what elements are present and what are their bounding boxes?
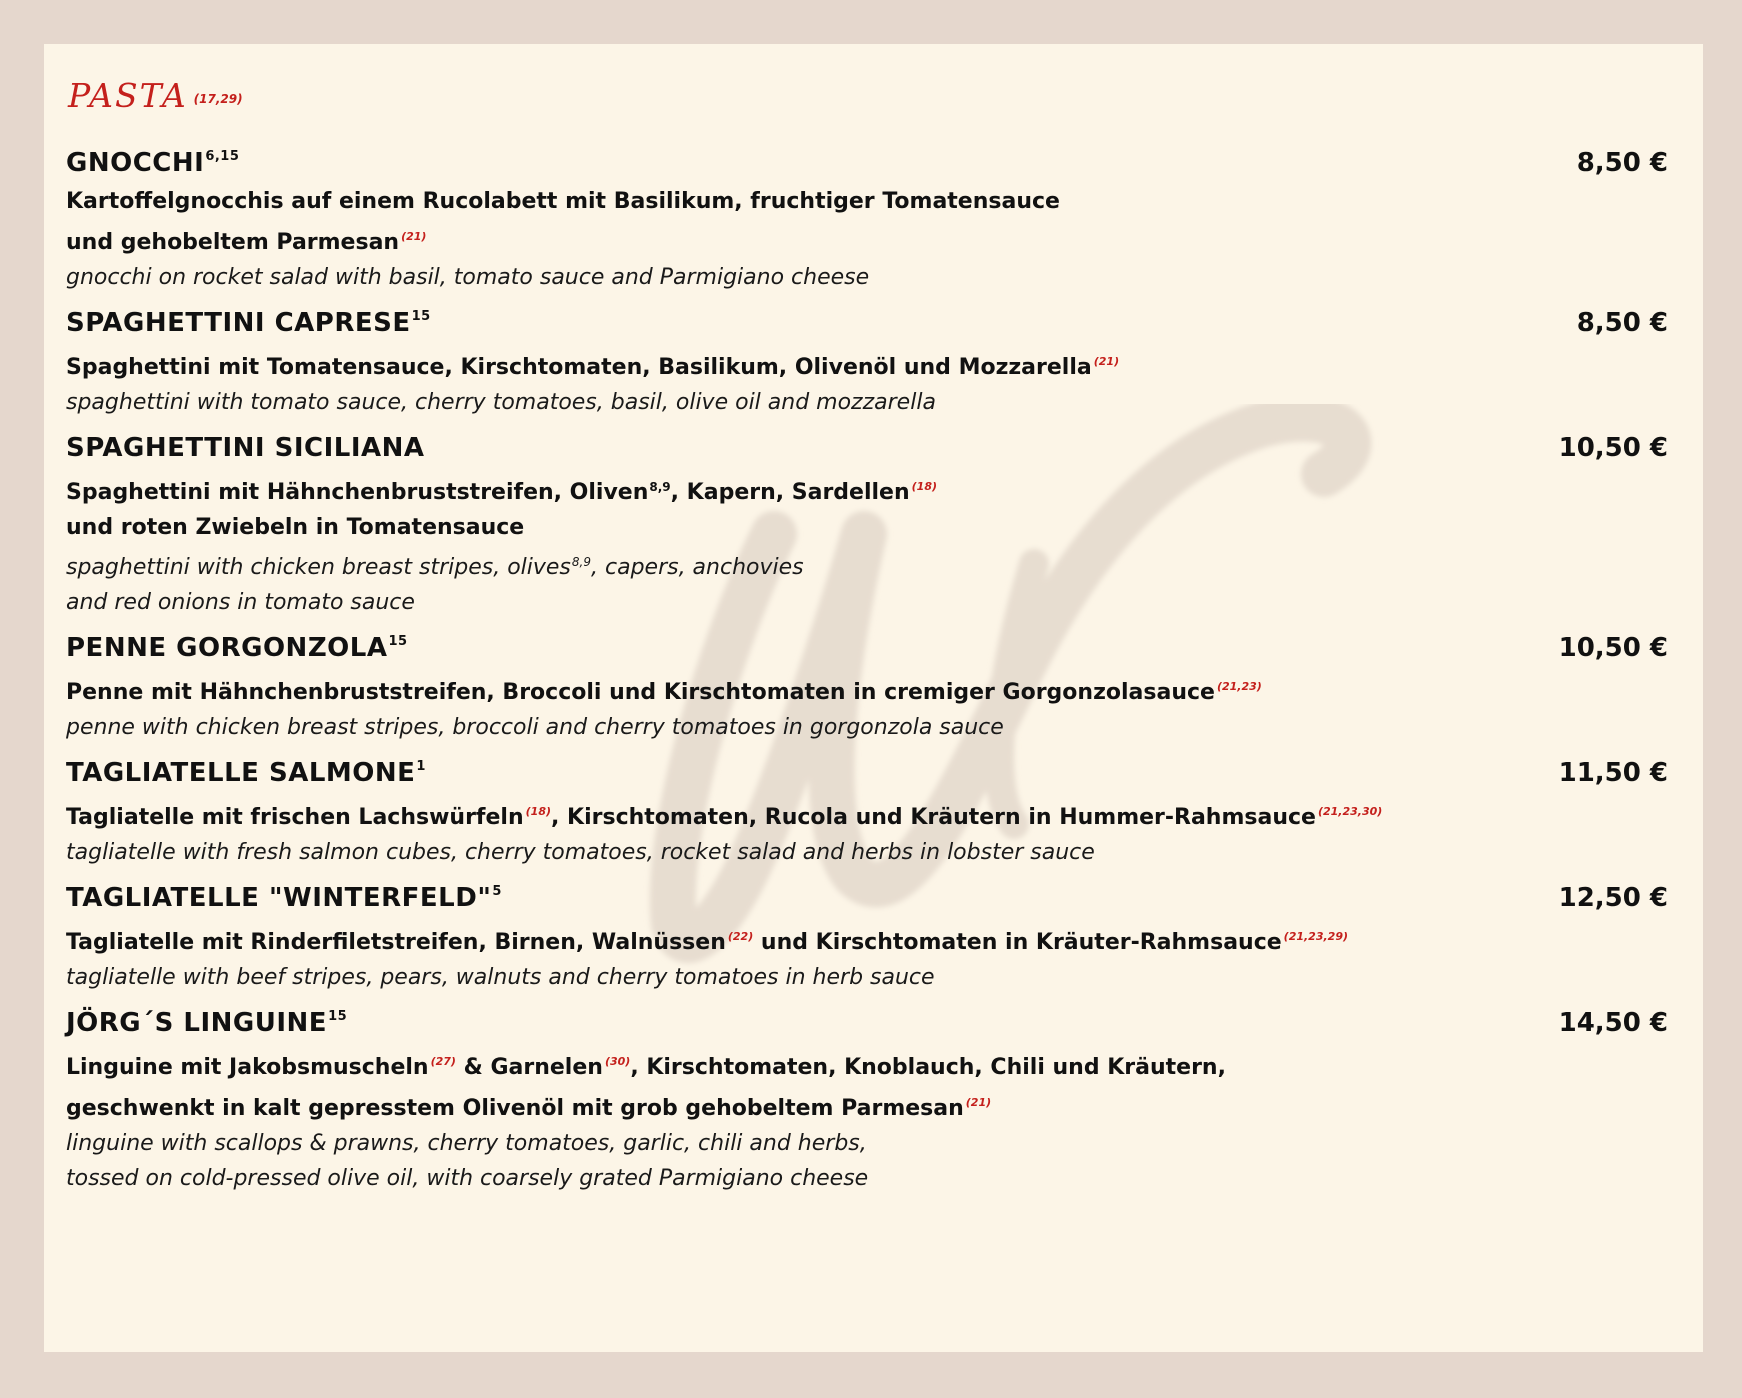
item-description-text: Tagliatelle mit frischen Lachswürfeln	[66, 805, 524, 830]
additive-footnote: 8,9	[649, 480, 671, 494]
item-description-en	[66, 545, 1668, 585]
item-description-en-line2: tossed on cold-pressed olive oil, with coarsely grated Parmigiano cheese	[66, 1166, 869, 1191]
item-description-de	[66, 469, 1668, 510]
item-description-text: , Kirschtomaten, Rucola und Kräutern in Hummer-Rahmsauce	[551, 805, 1316, 830]
item-description-de-line2: und roten Zwiebeln in Tomatensauce	[66, 515, 525, 540]
item-description-text: , capers, anchovies	[591, 555, 804, 580]
item-name-text: TAGLIATELLE "WINTERFELD"	[66, 883, 492, 913]
item-description-text: und Kirschtomaten in Kräuter-Rahmsauce	[753, 930, 1282, 955]
item-description-text: und gehobeltem Parmesan	[66, 230, 400, 255]
section-title	[68, 76, 243, 115]
item-name	[66, 148, 239, 178]
item-name	[66, 758, 426, 788]
item-description-en: penne with chicken breast stripes, broccoli and cherry tomatoes in gorgonzola sauce	[66, 715, 1004, 740]
allergen-note: (21,23,30)	[1317, 805, 1383, 818]
item-description-text: geschwenkt in kalt gepresstem Olivenöl mit grob gehobeltem Parmesan	[66, 1096, 964, 1121]
item-description-de-line2	[66, 219, 1668, 260]
menu-item-tagliatelle-winterfeld	[66, 883, 1668, 995]
item-description-text: , Kirschtomaten, Knoblauch, Chili und Kräutern,	[630, 1055, 1226, 1080]
item-description-en: gnocchi on rocket salad with basil, tomato sauce and Parmigiano cheese	[66, 265, 870, 290]
item-name-text: SPAGHETTINI CAPRESE	[66, 308, 411, 338]
item-name	[66, 308, 431, 338]
allergen-note: (21)	[965, 1096, 992, 1109]
item-description-en-line2: and red onions in tomato sauce	[66, 590, 415, 615]
item-description-en: linguine with scallops & prawns, cherry tomatoes, garlic, chili and herbs,	[66, 1131, 867, 1156]
item-price: 12,50 €	[1558, 883, 1668, 913]
item-description-de	[66, 919, 1668, 960]
item-name-footnote: 15	[328, 1009, 348, 1024]
item-description-text: & Garnelen	[455, 1055, 603, 1080]
allergen-note: (21,23)	[1216, 680, 1262, 693]
item-price: 10,50 €	[1558, 633, 1668, 663]
menu-list	[66, 148, 1668, 1209]
allergen-note: (21)	[1093, 355, 1120, 368]
item-description-en: spaghettini with tomato sauce, cherry tomatoes, basil, olive oil and mozzarella	[66, 390, 936, 415]
item-description-de	[66, 669, 1668, 710]
item-name-text: PENNE GORGONZOLA	[66, 633, 388, 663]
item-description-text: Tagliatelle mit Rinderfiletstreifen, Birnen, Walnüssen	[66, 930, 726, 955]
item-name-footnote: 15	[411, 309, 431, 324]
item-price: 11,50 €	[1558, 758, 1668, 788]
menu-page	[44, 44, 1703, 1352]
item-description-en: tagliatelle with fresh salmon cubes, cherry tomatoes, rocket salad and herbs in lobster sauce	[66, 840, 1095, 865]
item-name-footnote: 6,15	[205, 149, 240, 164]
item-description-text: Penne mit Hähnchenbruststreifen, Broccoli und Kirschtomaten in cremiger Gorgonzolasauce	[66, 680, 1215, 705]
menu-item-spaghettini-siciliana	[66, 433, 1668, 620]
item-price: 10,50 €	[1558, 433, 1668, 463]
menu-item-spaghettini-caprese	[66, 308, 1668, 420]
allergen-note: (22)	[727, 930, 754, 943]
item-description-text: , Kapern, Sardellen	[670, 480, 910, 505]
allergen-note: (27)	[430, 1055, 456, 1068]
item-description-text: spaghettini with chicken breast stripes, olives	[66, 555, 571, 580]
item-description-de	[66, 794, 1668, 835]
item-name	[66, 1008, 347, 1038]
item-name: SPAGHETTINI SICILIANA	[66, 433, 425, 463]
menu-item-gnocchi	[66, 148, 1668, 295]
item-description-de: Kartoffelgnocchis auf einem Rucolabett mit Basilikum, fruchtiger Tomatensauce	[66, 189, 1060, 214]
section-title-text: PASTA	[68, 76, 188, 115]
allergen-note: (30)	[604, 1055, 631, 1068]
item-price: 8,50 €	[1576, 308, 1668, 338]
item-description-text: Spaghettini mit Tomatensauce, Kirschtomaten, Basilikum, Olivenöl und Mozzarella	[66, 355, 1092, 380]
section-allergens: (17,29)	[193, 92, 243, 106]
allergen-note: (18)	[911, 480, 938, 493]
item-description-text: Spaghettini mit Hähnchenbruststreifen, Oliven	[66, 480, 649, 505]
item-description-text: Linguine mit Jakobsmuscheln	[66, 1055, 429, 1080]
menu-item-joergs-linguine	[66, 1008, 1668, 1196]
menu-item-penne-gorgonzola	[66, 633, 1668, 745]
item-name-text: TAGLIATELLE SALMONE	[66, 758, 416, 788]
item-name-text: GNOCCHI	[66, 148, 205, 178]
allergen-note: (21)	[401, 230, 427, 243]
item-name-text: JÖRG´S LINGUINE	[66, 1008, 328, 1038]
item-description-de-line2	[66, 1085, 1668, 1126]
item-name	[66, 883, 502, 913]
allergen-note: (21,23,29)	[1283, 930, 1349, 943]
additive-footnote: 8,9	[571, 555, 591, 569]
item-price: 14,50 €	[1558, 1008, 1668, 1038]
item-name-footnote: 1	[416, 759, 426, 774]
allergen-note: (18)	[525, 805, 552, 818]
item-name-footnote: 15	[388, 634, 408, 649]
item-description-de	[66, 1044, 1668, 1085]
item-price: 8,50 €	[1576, 148, 1668, 178]
item-description-en: tagliatelle with beef stripes, pears, walnuts and cherry tomatoes in herb sauce	[66, 965, 935, 990]
item-name	[66, 633, 408, 663]
menu-item-tagliatelle-salmone	[66, 758, 1668, 870]
item-description-de	[66, 344, 1668, 385]
item-name-footnote: 5	[492, 884, 502, 899]
